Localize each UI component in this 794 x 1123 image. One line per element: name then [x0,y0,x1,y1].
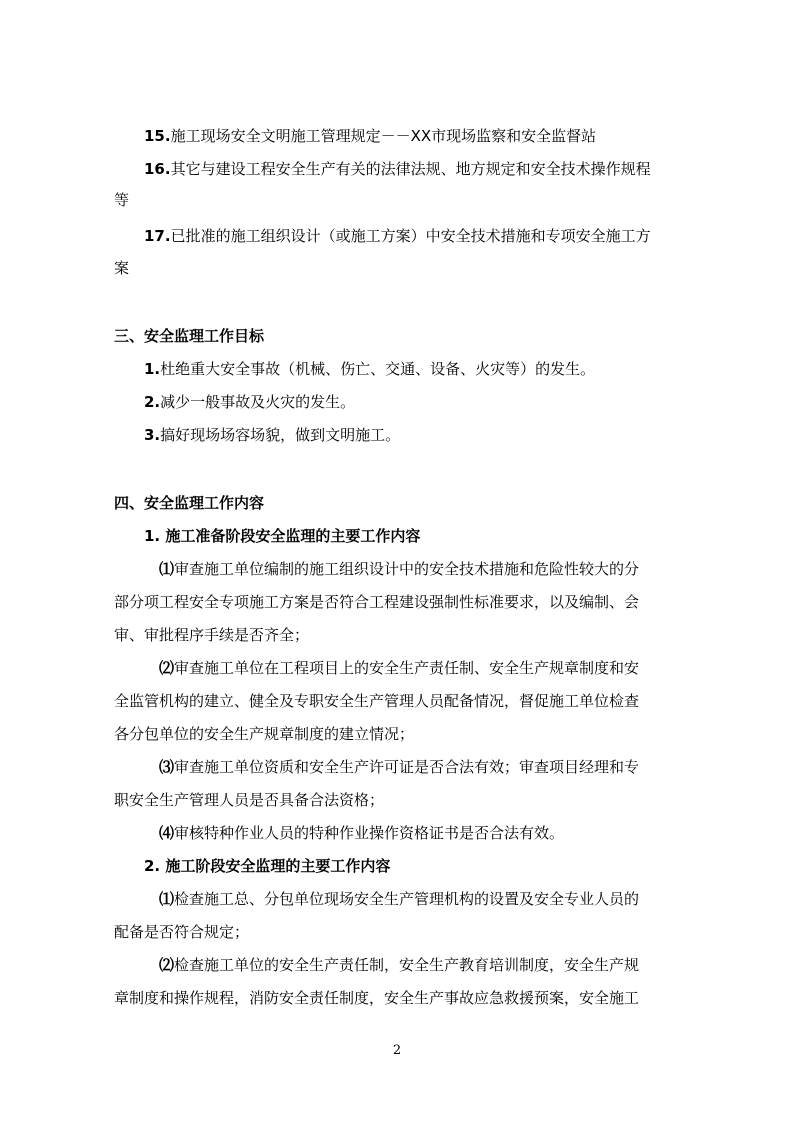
para-text: 检查施工总、分包单位现场安全生产管理机构的设置及安全专业人员的 [174,890,640,908]
list-item-17 [144,226,714,246]
page-number: 2 [392,1043,402,1058]
sub1-para-1-line-2: 部分项工程安全专项施工方案是否符合工程建设强制性标准要求，以及编制、会 [114,593,640,611]
para-number: ⑴ [159,890,175,908]
item-number: 3. [144,426,161,444]
subsection-2-heading: 2. 施工阶段安全监理的主要工作内容 [144,857,391,875]
sub1-para-1-line-3: 审、审批程序手续是否齐全； [114,626,310,644]
sub1-para-2-line-1 [159,658,729,678]
sub1-para-2-line-3: 各分包单位的安全生产规章制度的建立情况； [114,725,415,743]
section-4-heading: 四、安全监理工作内容 [114,494,265,512]
para-number: ⑷ [159,824,175,842]
item-number: 1. [144,360,161,378]
item-text: 已批准的施工组织设计（或施工方案）中安全技术措施和专项安全施工方 [170,227,651,245]
goal-item-2 [144,392,714,412]
item-text: 搞好现场场容场貌，做到文明施工。 [160,426,401,444]
para-text: 审查施工单位在工程项目上的安全生产责任制、安全生产规章制度和安 [174,659,640,677]
sub1-para-1-line-1 [159,559,729,579]
para-number: ⑵ [159,659,175,677]
sub1-para-3-line-2: 职安全生产管理人员是否具备合法资格； [114,791,385,809]
list-item-17-continuation: 案 [114,259,130,277]
sub1-para-2-line-2: 全监管机构的建立、健全及专职安全生产管理人员配备情况，督促施工单位检查 [114,692,640,710]
sub2-para-2-line-2: 章制度和操作规程，消防安全责任制度，安全生产事故应急救援预案，安全施工 [114,989,640,1007]
item-number: 2. [144,393,161,411]
item-number: 16. [144,160,171,178]
list-item-15 [144,126,714,146]
item-text: 杜绝重大安全事故（机械、伤亡、交通、设备、火灾等）的发生。 [160,360,596,378]
item-text: 其它与建设工程安全生产有关的法律法规、地方规定和安全技术操作规程 [170,160,651,178]
item-number: 17. [144,227,171,245]
para-text: 审查施工单位编制的施工组织设计中的安全技术措施和危险性较大的分 [174,560,640,578]
list-item-16 [144,159,714,179]
goal-item-3 [144,425,714,445]
sub1-para-4-line-1 [159,823,729,843]
section-3-heading: 三、安全监理工作目标 [114,327,265,345]
sub1-para-3-line-1 [159,757,729,777]
item-text: 施工现场安全文明施工管理规定－－XX市现场监察和安全监督站 [170,127,597,145]
para-number: ⑶ [159,758,175,776]
sub2-para-1-line-2: 配备是否符合规定； [114,923,250,941]
sub2-para-1-line-1 [159,889,729,909]
item-text: 减少一般事故及火灾的发生。 [160,393,356,411]
sub2-para-2-line-1 [159,955,729,975]
para-text: 审查施工单位资质和安全生产许可证是否合法有效；审查项目经理和专 [174,758,640,776]
subsection-1-heading: 1. 施工准备阶段安全监理的主要工作内容 [144,527,421,545]
list-item-16-continuation: 等 [114,191,130,209]
para-text: 审核特种作业人员的特种作业操作资格证书是否合法有效。 [174,824,565,842]
item-number: 15. [144,127,171,145]
para-text: 检查施工单位的安全生产责任制，安全生产教育培训制度，安全生产规 [174,956,640,974]
para-number: ⑴ [159,560,175,578]
goal-item-1 [144,359,714,379]
para-number: ⑵ [159,956,175,974]
